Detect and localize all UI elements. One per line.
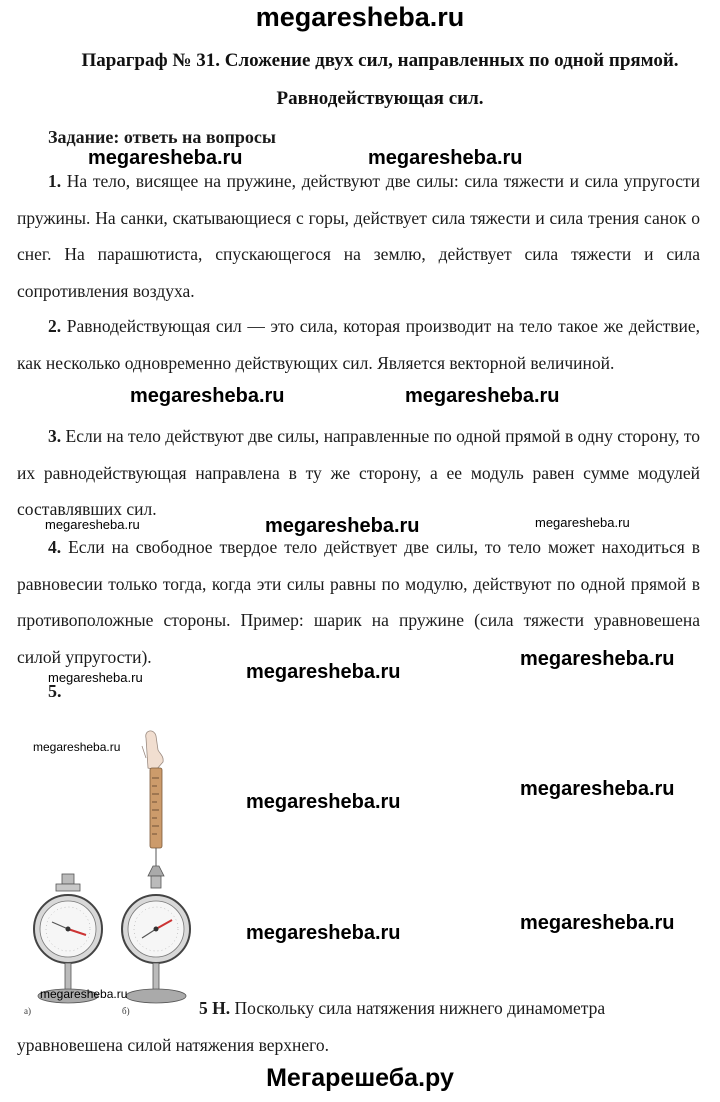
watermark: megaresheba.ru — [246, 661, 401, 683]
watermark-small: megaresheba.ru — [40, 987, 128, 1001]
site-header: megaresheba.ru — [255, 2, 465, 32]
hand-icon — [142, 731, 163, 770]
watermark: megaresheba.ru — [520, 648, 675, 670]
watermark: megaresheba.ru — [88, 147, 243, 169]
answer-number: 4. — [48, 537, 62, 557]
answer-3 — [17, 418, 700, 528]
answer-5 — [17, 990, 700, 1064]
paragraph-title-line2: Равнодействующая сил. — [276, 88, 484, 109]
answer-number: 5 Н. — [199, 998, 231, 1018]
site-footer: Мегарешеба.ру — [266, 1064, 454, 1092]
watermark: megaresheba.ru — [405, 385, 560, 407]
watermark-small: megaresheba.ru — [535, 515, 630, 530]
watermark: megaresheba.ru — [130, 385, 285, 407]
watermark-small: megaresheba.ru — [48, 670, 143, 685]
figure-label-a: а) — [24, 1006, 31, 1016]
answer-text: Если на свободное твердое тело действует две силы, то тело может находиться в равновесии только тогда, когда эти силы равны по модулю, действуют по одной прямой в противоположные стороны. Пример: шарик на пружине (сила тяжести уравновешена силой упругости). — [17, 537, 700, 667]
watermark-small: megaresheba.ru — [33, 740, 121, 754]
watermark: megaresheba.ru — [246, 791, 401, 813]
dial-dynamometer-a — [34, 874, 102, 1003]
answer-number: 2. — [48, 316, 62, 336]
answer-text: Если на тело действуют две силы, направленные по одной прямой в одну сторону, то их равнодействующая направлена в ту же сторону, а ее модуль равен сумме модулей составлявших сил. — [17, 426, 701, 519]
answer-text: Равнодействующая сил — это сила, которая производит на тело такое же действие, как несколько одновременно действующих сил. Является векторной величиной. — [17, 316, 701, 373]
answer-1 — [17, 163, 700, 309]
dynamometers-figure — [22, 724, 204, 1022]
watermark: megaresheba.ru — [368, 147, 523, 169]
answer-number: 1. — [48, 171, 62, 191]
watermark: megaresheba.ru — [520, 912, 675, 934]
watermark: megaresheba.ru — [246, 922, 401, 944]
answer-2 — [17, 308, 700, 381]
paragraph-title-line1: Параграф № 31. Сложение двух сил, направленных по одной прямой. — [81, 50, 679, 71]
item-5-number: 5. — [48, 681, 62, 701]
spring-scale — [150, 768, 162, 870]
watermark: megaresheba.ru — [520, 778, 675, 800]
watermark: megaresheba.ru — [265, 515, 420, 537]
task-heading: Задание: ответь на вопросы — [48, 127, 276, 147]
dial-dynamometer-b — [122, 876, 190, 1003]
answer-number: 3. — [48, 426, 62, 446]
answer-4 — [17, 529, 700, 675]
watermark-small: megaresheba.ru — [45, 517, 140, 532]
answer-text: Поскольку сила натяжения нижнего динамометра уравновешена силой натяжения верхнего. — [17, 998, 606, 1055]
answer-text: На тело, висящее на пружине, действуют две силы: сила тяжести и сила упругости пружины. На санки, скатывающиеся с горы, действует сила тяжести и сила трения санок о снег. На парашютиста, спускающегося на землю, действует сила тяжести и сила сопротивления воздуха. — [17, 171, 700, 301]
figure-label-b: б) — [122, 1006, 130, 1016]
